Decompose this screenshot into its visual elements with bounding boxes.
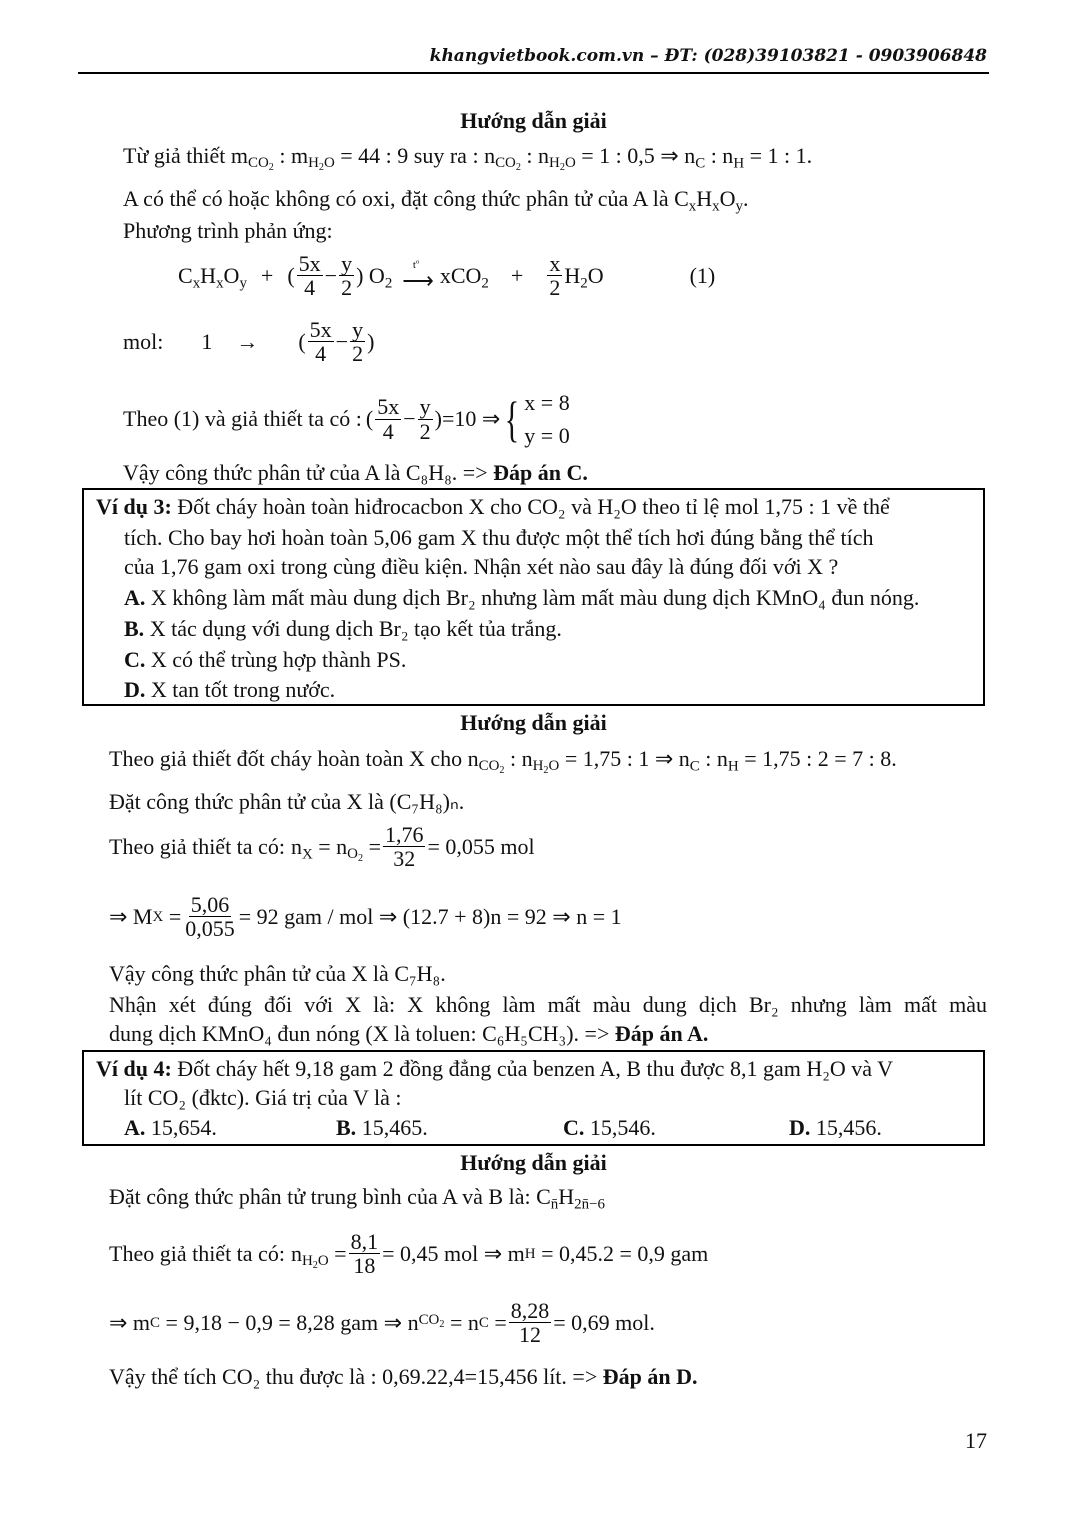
text: Theo giả thiết ta có:: [109, 1240, 285, 1266]
text: Đốt cháy hoàn toàn hiđrocacbon X cho CO₂ và H₂O theo tỉ lệ mol 1,75 : 1 về thể: [177, 494, 890, 519]
text: = 0,45.2 = 0,9 gam: [541, 1240, 709, 1266]
option-key: C.: [563, 1115, 585, 1140]
text: = 1 : 1.: [749, 143, 813, 168]
option-text: 15,546.: [589, 1115, 656, 1140]
solution1-line1: Từ giả thiết $m_{CO_2}$ : $m_{H_2O} = 44$ : 9 suy ra : $n_{CO_2}$ : $n_{H_2O} = 1$ : 0,5 ⇒ $n_C$ : $n_H = 1$ : 1.: [123, 143, 813, 174]
solution2-line7: [109, 1021, 708, 1047]
example-4-box: [82, 1050, 985, 1146]
answer: Đáp án C.: [493, 460, 588, 485]
solution1-line3: Phương trình phản ứng:: [123, 218, 333, 243]
heat-arrow-icon: $t^o$ ⟶: [402, 258, 430, 294]
fraction-numerator: 1,76: [384, 822, 424, 847]
text: Đặt công thức phân tử trung bình của A và B là:: [109, 1184, 531, 1209]
text: 1: [201, 328, 213, 354]
option-key: C.: [124, 647, 146, 672]
solution-title-2: Hướng dẫn giải: [460, 710, 607, 735]
example4-line2: lít CO₂ (đktc). Giá trị của V là :: [124, 1085, 402, 1110]
text: = 0,055 mol: [427, 833, 535, 859]
text: = 0,69 mol.: [553, 1309, 655, 1335]
text: = 1,75 : 1 ⇒: [564, 746, 674, 771]
text: A có thể có hoặc không có oxi, đặt công thức phân tử của A là: [123, 186, 669, 211]
example-label: Ví dụ 3:: [96, 494, 172, 519]
solution-title-3: Hướng dẫn giải: [460, 1150, 607, 1175]
fraction-numerator: 8,1: [350, 1229, 379, 1254]
text: Đốt cháy hết 9,18 gam 2 đồng đẳng của benzen A, B thu được 8,1 gam H₂O và V: [177, 1056, 894, 1081]
option-key: D.: [124, 677, 146, 702]
text: mol:: [123, 328, 164, 354]
text: Theo giả thiết ta có:: [109, 833, 285, 859]
equation-label: (1): [689, 262, 716, 288]
option-key: B.: [124, 616, 145, 641]
solution2-line1: Theo giả thiết đốt cháy hoàn toàn X cho $n_{CO_2}$ : $n_{H_2O} = 1,75$ : 1 ⇒ $n_C$ : $n_H = 1,75$ : 2 = 7 : 8.: [109, 746, 897, 777]
option-text: 15,654.: [150, 1115, 217, 1140]
solution2-line3: Theo giả thiết ta có: $n_X = n_{O_2}$ = $\frac{1,76}{32}$ = 0,055 mol: [109, 822, 535, 872]
arrow-icon: →: [236, 328, 259, 354]
solution3-line3: ⇒ m C = 9,18 − 0,9 = 8,28 gam ⇒ n $CO_2$ = n C = $\frac{8,28}{12}$ = 0,69 mol.: [109, 1298, 655, 1348]
fraction-denominator: 0,055: [185, 916, 235, 942]
answer: Đáp án D.: [602, 1364, 698, 1389]
example3-line3: của 1,76 gam oxi trong cùng điều kiện. Nhận xét nào sau đây là đúng đối với X ?: [124, 554, 839, 579]
fraction-denominator: 18: [353, 1253, 376, 1279]
option-d: [789, 1115, 882, 1141]
example-label: Ví dụ 4:: [96, 1056, 172, 1081]
option-a: [124, 585, 919, 611]
example4-line1: [96, 1056, 893, 1082]
option-c: [124, 647, 406, 673]
option-text: 15,465.: [361, 1115, 428, 1140]
text: = 9,18 − 0,9 = 8,28 gam ⇒ n: [165, 1309, 419, 1335]
option-a: [124, 1115, 217, 1141]
solution2-line6: Nhận xét đúng đối với X là: X không làm mất màu dung dịch Br₂ nhưng làm mất màu: [109, 992, 987, 1017]
text: = 1 : 0,5 ⇒: [581, 143, 679, 168]
option-text: X không làm mất màu dung dịch Br₂ nhưng làm mất màu dung dịch KMnO₄ đun nóng.: [150, 585, 920, 610]
option-b: [124, 616, 562, 642]
text: = 1,75 : 2 = 7 : 8.: [744, 746, 897, 771]
solution3-line4: [109, 1364, 697, 1390]
text: Vậy công thức phân tử của A là C₈H₈. =>: [123, 460, 488, 485]
text: Từ giả thiết: [123, 143, 226, 168]
text: ⇒ M: [109, 903, 153, 929]
text: Theo giả thiết đốt cháy hoàn toàn X cho: [109, 746, 463, 771]
text: dung dịch KMnO₄ đun nóng (X là toluen: C₆H₅CH₃). =>: [109, 1021, 610, 1046]
option-d: [124, 677, 335, 703]
fraction-numerator: 5,06: [190, 892, 230, 917]
option-text: 15,456.: [815, 1115, 882, 1140]
x-value: x = 8: [524, 390, 570, 415]
answer: Đáp án A.: [614, 1021, 709, 1046]
text: = 44 : 9 suy ra :: [340, 143, 479, 168]
option-key: A.: [124, 1115, 146, 1140]
theo-line: Theo (1) và giả thiết ta có : ( $\frac{5x}{4}$ − $\frac{y}{2}$ ) =10 ⇒ { x = 8 y = 0: [123, 386, 570, 452]
solution1-conclusion: [123, 460, 588, 486]
mol-line: mol: 1 → ( $\frac{5x}{4}$ − $\frac{y}{2}$ ): [123, 317, 375, 367]
system-brace: { x = 8 y = 0: [500, 386, 569, 452]
fraction-denominator: 32: [393, 846, 416, 872]
option-key: B.: [336, 1115, 357, 1140]
fraction-denominator: 12: [519, 1322, 542, 1348]
page-header: khangvietbook.com.vn – ĐT: (028)39103821 - 0903906848: [429, 46, 987, 66]
option-c: [563, 1115, 656, 1141]
text: Vậy thể tích CO₂ thu được là : 0,69.22,4=15,456 lít. =>: [109, 1364, 598, 1389]
example3-line2: tích. Cho bay hơi hoàn toàn 5,06 gam X thu được một thể tích hơi đúng bằng thể tích: [124, 525, 874, 550]
solution3-line1: Đặt công thức phân tử trung bình của A và B là: $C_{n̄}H_{2n̄-6}$: [109, 1184, 606, 1213]
example3-line1: [96, 494, 890, 520]
option-text: X tác dụng với dung dịch Br₂ tạo kết tủa trắng.: [149, 616, 562, 641]
solution1-line2: A có thể có hoặc không có oxi, đặt công thức phân tử của A là $C_xH_xO_y$.: [123, 186, 749, 215]
text: =10 ⇒: [441, 406, 501, 431]
text: = 92 gam / mol ⇒ (12.7 + 8)n = 92 ⇒ n = 1: [238, 903, 622, 929]
solution3-line2: Theo giả thiết ta có: $n_{H_2O}$ = $\frac{8,1}{18}$ = 0,45 mol ⇒ m H = 0,45.2 = 0,9 gam: [109, 1229, 709, 1279]
page-number: 17: [965, 1428, 987, 1453]
text: = 0,45 mol ⇒ m: [382, 1240, 525, 1266]
solution2-line5: Vậy công thức phân tử của X là C₇H₈.: [109, 961, 446, 986]
reaction-equation: $C_xH_xO_y$ + ( $\frac{5x}{4}$ − $\frac{y}{2}$ ) $O_2$ $t^o$ ⟶ xCO$_2$ + $\frac{x}{2}$ $H_2O$ (1): [178, 251, 716, 301]
fraction-numerator: 8,28: [510, 1298, 550, 1323]
option-text: X có thể trùng hợp thành PS.: [150, 647, 407, 672]
y-value: y = 0: [524, 423, 570, 448]
example-3-box: [82, 488, 985, 706]
option-text: X tan tốt trong nước.: [150, 677, 336, 702]
option-b: [336, 1115, 428, 1141]
solution-title-1: Hướng dẫn giải: [460, 108, 607, 133]
header-rule: [78, 72, 989, 74]
option-key: A.: [124, 585, 146, 610]
solution2-line2: Đặt công thức phân tử của X là (C₇H₈)ₙ.: [109, 789, 465, 814]
text: Theo (1) và giả thiết ta có :: [123, 406, 362, 431]
option-key: D.: [789, 1115, 811, 1140]
text: ⇒ m: [109, 1309, 151, 1335]
solution2-line4: ⇒ M X = $\frac{5,06}{0,055}$ = 92 gam / mol ⇒ (12.7 + 8)n = 92 ⇒ n = 1: [109, 892, 622, 942]
